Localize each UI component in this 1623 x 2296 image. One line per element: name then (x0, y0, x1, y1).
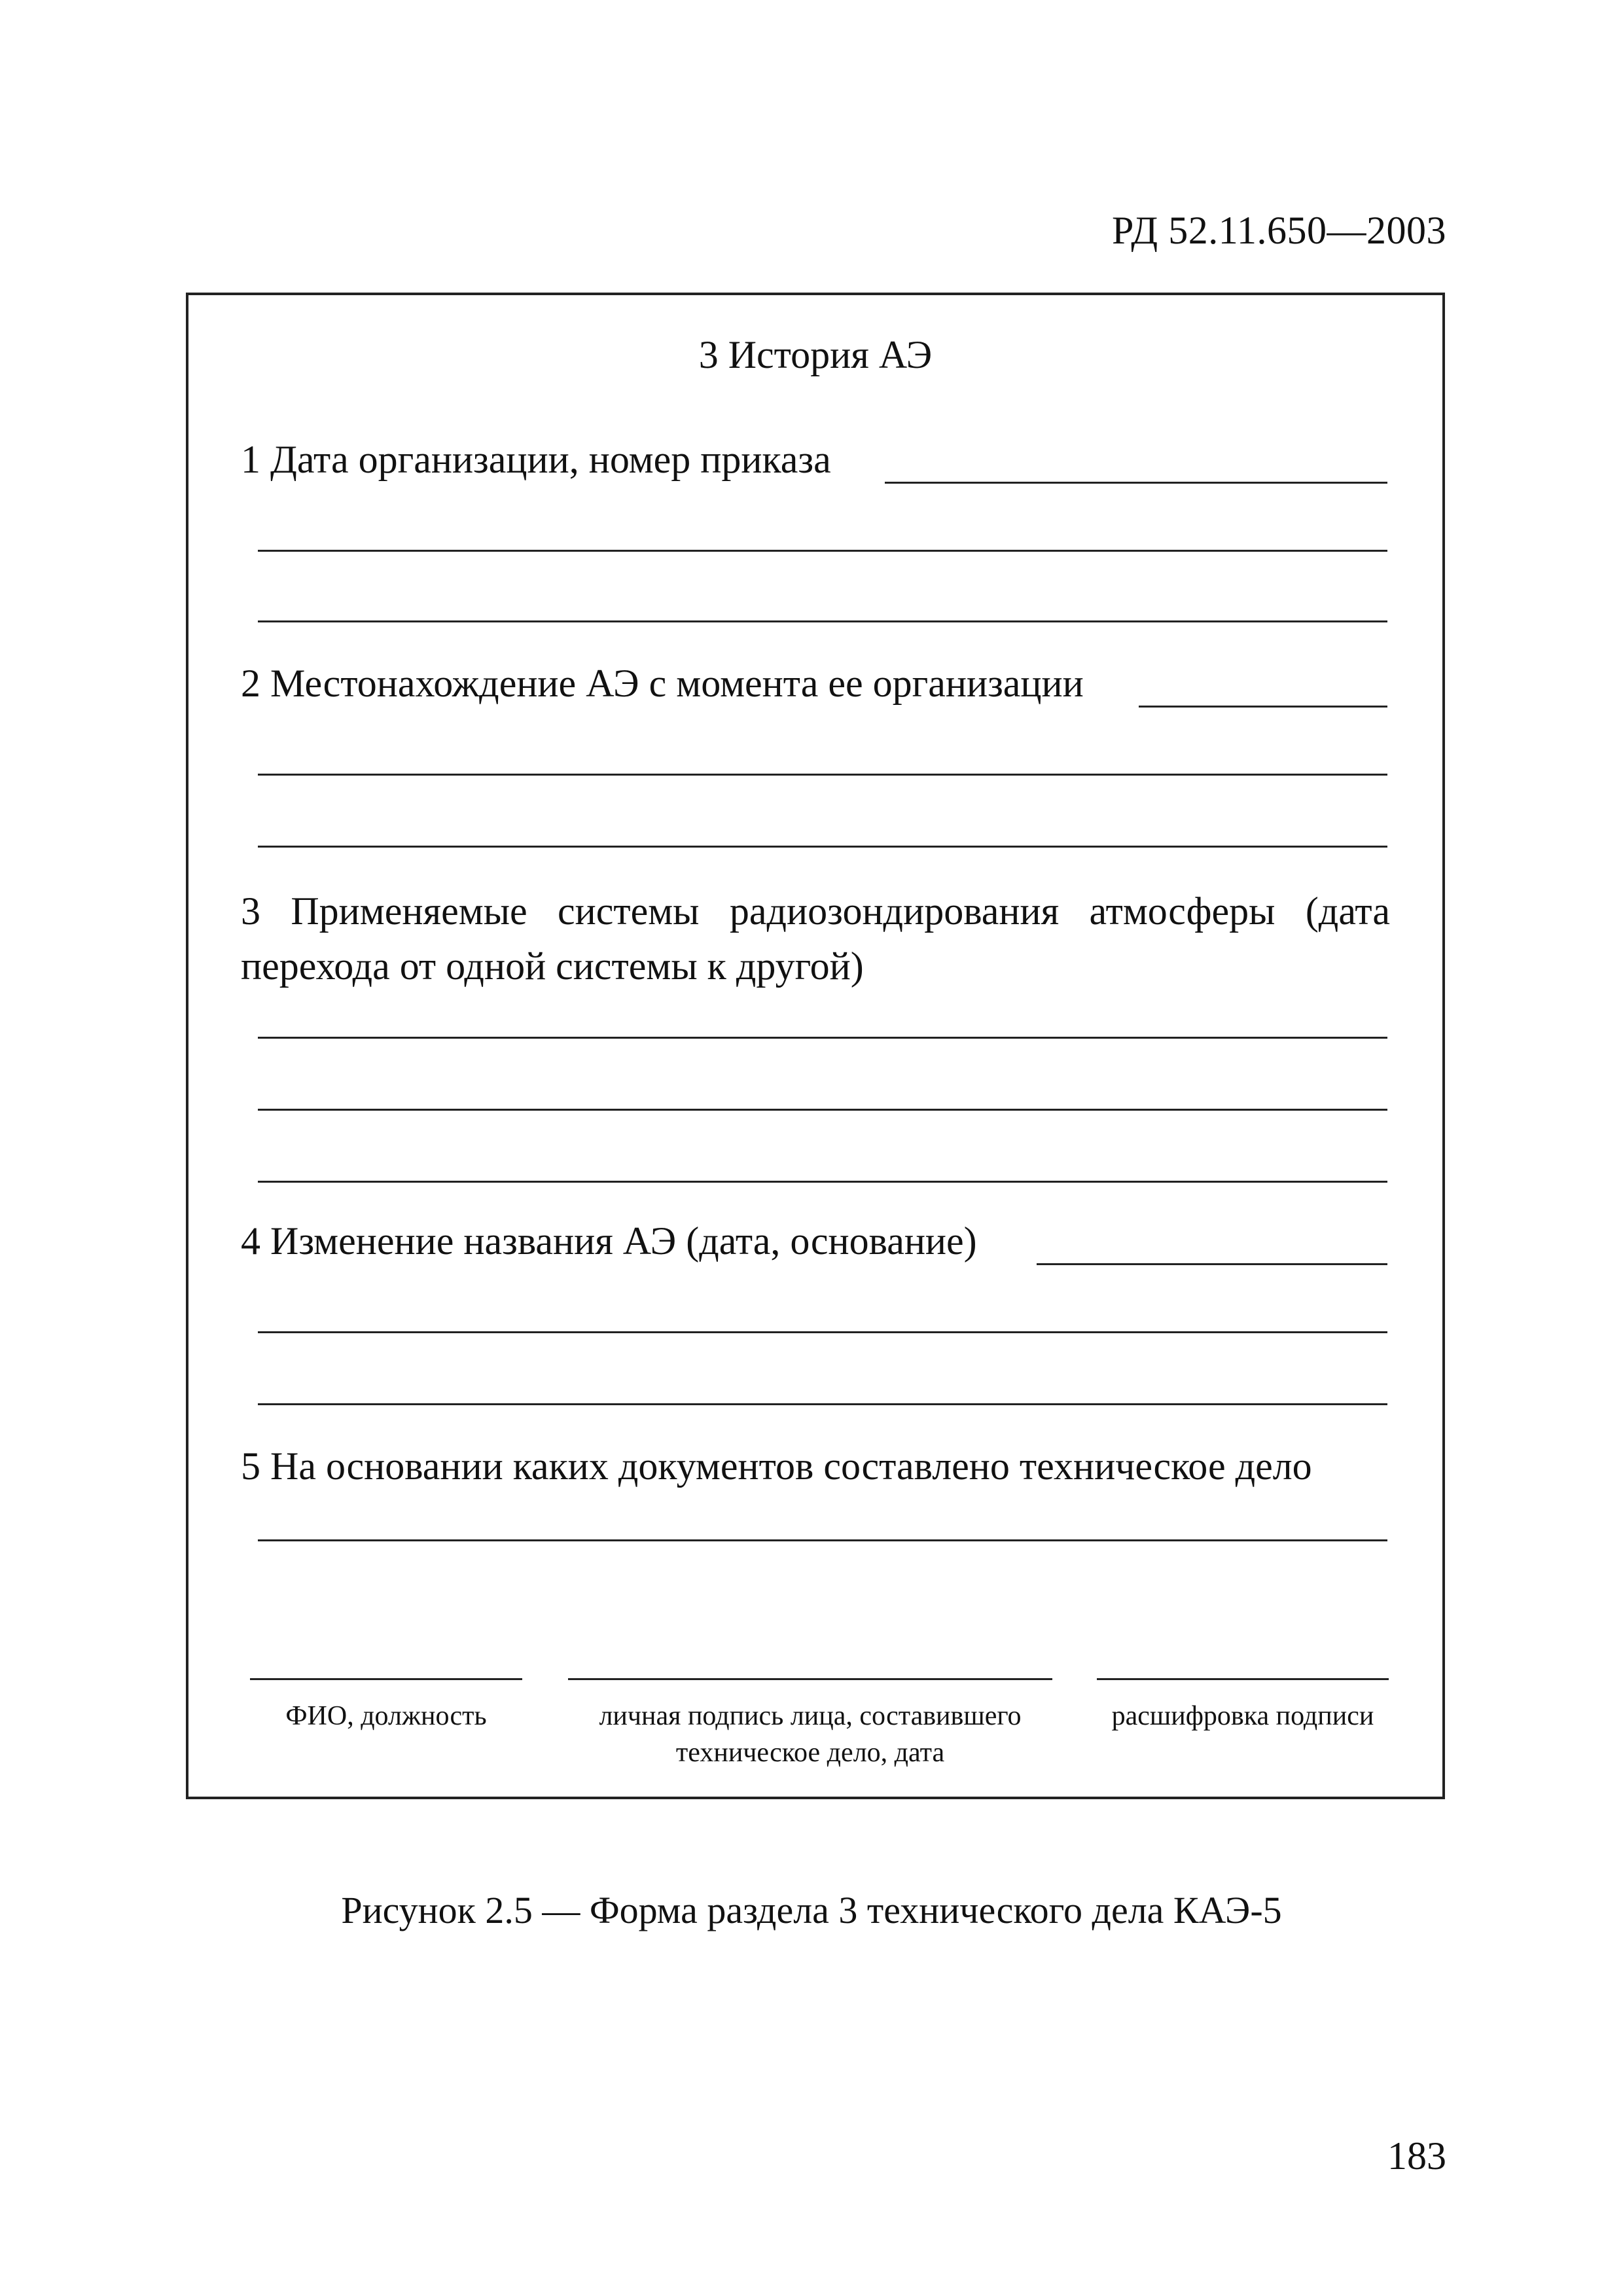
item-1-answer-line[interactable] (258, 620, 1387, 622)
signature-label-name-position: ФИО, должность (285, 1701, 487, 1731)
page-number: 183 (1387, 2134, 1446, 2178)
item-2-answer-line[interactable] (258, 846, 1387, 848)
item-4-answer-line[interactable] (258, 1331, 1387, 1333)
document-code: РД 52.11.650—2003 (1111, 209, 1446, 252)
item-3-answer-line[interactable] (258, 1181, 1387, 1183)
signature-line-personal-signature[interactable] (568, 1678, 1052, 1680)
item-2-answer-line[interactable] (258, 774, 1387, 776)
item-4-answer-line-inline[interactable] (1037, 1263, 1387, 1265)
item-2-answer-line-inline[interactable] (1139, 706, 1387, 708)
item-3-answer-line[interactable] (258, 1037, 1387, 1039)
item-5-label: 5 На основании каких документов составлено техническое дело (241, 1444, 1312, 1488)
signature-label-personal-signature: личная подпись лица, составившего техническое дело, дата (599, 1701, 1022, 1768)
item-4-label: 4 Изменение названия АЭ (дата, основание) (241, 1219, 977, 1263)
form-frame (186, 293, 1445, 1799)
item-2-label: 2 Местонахождение АЭ с момента ее организации (241, 662, 1084, 705)
item-4-answer-line[interactable] (258, 1403, 1387, 1405)
item-1-answer-line-inline[interactable] (885, 482, 1387, 484)
signature-line-name-position[interactable] (250, 1678, 522, 1680)
figure-caption: Рисунок 2.5 — Форма раздела 3 технического дела КАЭ-5 (341, 1889, 1282, 1931)
item-3-label: 3 Применяемые системы радиозондирования атмосферы (дата перехода от одной системы к другой) (241, 889, 1390, 988)
item-1-label: 1 Дата организации, номер приказа (241, 438, 831, 481)
item-1-answer-line[interactable] (258, 550, 1387, 552)
item-5-answer-line[interactable] (258, 1539, 1387, 1541)
signature-label-decryption: расшифровка подписи (1111, 1701, 1374, 1731)
section-title: 3 История АЭ (698, 333, 933, 376)
signature-line-decryption[interactable] (1097, 1678, 1389, 1680)
item-3-answer-line[interactable] (258, 1109, 1387, 1111)
